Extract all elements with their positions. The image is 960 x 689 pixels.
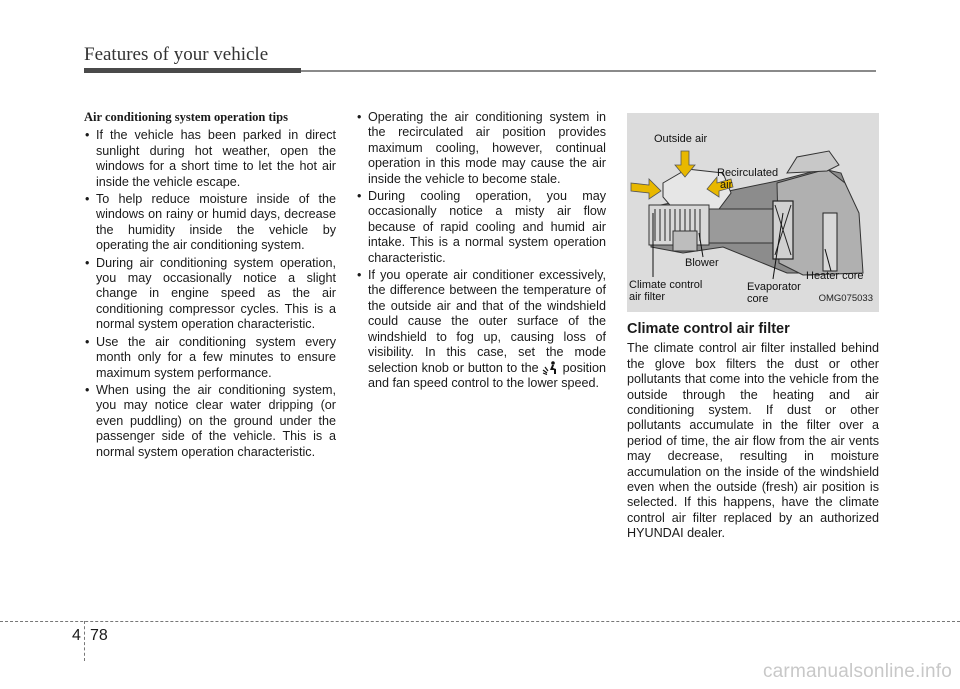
list-item: • If the vehicle has been parked in direct sunlight during hot weather, open the windows for a short time to let the hot air inside the vehicle escape. xyxy=(84,128,336,190)
figure-code: OMG075033 xyxy=(818,292,873,304)
climate-filter-paragraph: The climate control air filter installed behind the glove box filters the dust or other pollutants that come into the vehicle from the outside through the heating and air conditioning system. If dust or other pollutants accumulate in the filter over a period of time, the air flow from the air vents may decrease, resulting in moisture accumulation on the inside of the windshield even when the outside (fresh) air position is selected. If this happens, have the climate control air filter replaced by an authorized HYUNDAI dealer. xyxy=(627,341,879,541)
footer-rule xyxy=(0,621,960,622)
list-item: • When using the air conditioning system, you may notice clear water dripping (or even puddling) on the ground under the passenger side of the vehicle. This is a normal system operation characteristic. xyxy=(84,383,336,460)
column-middle xyxy=(356,110,606,393)
evaporator-core-label: Evaporator core xyxy=(747,281,801,305)
footer-divider xyxy=(84,621,85,661)
list-item-text-end: position and fan speed control to the lower speed. xyxy=(368,360,606,390)
list-item: • Operating the air conditioning system in the recirculated air position provides maximum cooling, however, continual operation in this mode may cause the air inside the vehicle to become stale. xyxy=(356,110,606,187)
ac-tips-list-continued xyxy=(356,110,606,391)
hvac-diagram xyxy=(627,113,879,312)
climate-control-air-filter-label: Climate control air filter xyxy=(629,279,703,303)
climate-filter-heading: Climate control air filter xyxy=(627,321,790,337)
page-header-title: Features of your vehicle xyxy=(84,44,269,65)
list-item: • During air conditioning system operation, you may occasionally notice a slight change in engine speed as the air conditioning compressor cycles. This is a normal system operation characteristic. xyxy=(84,256,336,333)
list-item xyxy=(356,268,606,391)
watermark: carmanualsonline.info xyxy=(762,661,952,682)
list-item: • During cooling operation, you may occasionally notice a misty air flow because of rapid cooling and humid air intake. This is a normal system operation characteristic. xyxy=(356,189,606,266)
ac-tips-heading: Air conditioning system operation tips xyxy=(84,110,288,124)
recirculated-air-label: Recirculated air xyxy=(717,167,779,191)
floor-mode-icon xyxy=(542,361,560,375)
page-number: 78 xyxy=(90,627,108,644)
chapter-number: 4 xyxy=(72,627,81,644)
list-item: • Use the air conditioning system every month only for a few minutes to ensure maximum system performance. xyxy=(84,335,336,381)
ac-tips-list xyxy=(84,128,336,460)
heater-core-label: Heater core xyxy=(806,270,864,282)
header-rule-dark xyxy=(84,68,301,73)
list-item-text: If you operate air conditioner excessively, the difference between the temperature of the outside air and that of the windshield could cause the outer surface of the windshield to fog up, causing loss of visibility. In this case, set the mode selection knob or button to the xyxy=(368,268,606,375)
outside-air-label: Outside air xyxy=(654,133,708,145)
column-left xyxy=(84,110,336,462)
header-rule-light xyxy=(301,70,876,72)
column-right xyxy=(627,110,879,542)
list-item: • To help reduce moisture inside of the windows on rainy or humid days, decrease the humidity inside the vehicle by operating the air conditioning system. xyxy=(84,192,336,254)
blower-label: Blower xyxy=(685,257,719,269)
